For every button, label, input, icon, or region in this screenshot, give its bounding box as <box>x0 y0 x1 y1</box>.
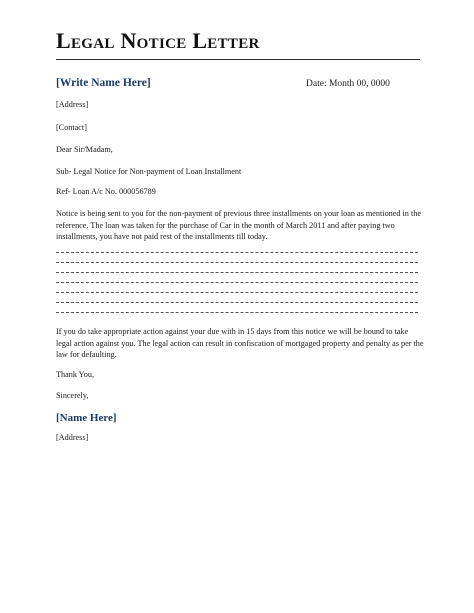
reference-line: Ref- Loan A/c No. 000056789 <box>56 187 156 196</box>
title-underline <box>56 59 420 60</box>
thanks-line: Thank You, <box>56 370 94 379</box>
subject-line: Sub- Legal Notice for Non-payment of Loan Installment <box>56 167 242 176</box>
blank-line-5 <box>56 292 418 293</box>
sign-off: Sincerely, <box>56 391 89 400</box>
letter-title: Legal Notice Letter <box>56 28 260 53</box>
blank-line-1 <box>56 252 418 253</box>
blank-line-3 <box>56 272 418 273</box>
sender-address: [Address] <box>56 100 89 109</box>
body-paragraph-2: If you do take appropriate action against your due with in 15 days from this notice we will be bound to take legal action against you. The legal action can result in confiscation of mortgaged property and penalty as per the law for defaulting. <box>56 327 424 359</box>
salutation: Dear Sir/Madam, <box>56 145 113 154</box>
blank-line-7 <box>56 312 418 313</box>
blank-line-4 <box>56 282 418 283</box>
letter-date: Date: Month 00, 0000 <box>306 79 390 89</box>
body-paragraph-1: Notice is being sent to you for the non-payment of previous three installments on your loan as mentioned in the reference. The loan was taken for the purchase of Car in the month of March 2011 and after paying two installments, you have not paid rest of the installments till today. <box>56 209 421 241</box>
sender-name-placeholder: [Write Name Here] <box>56 77 151 89</box>
blank-line-6 <box>56 302 418 303</box>
blank-line-2 <box>56 262 418 263</box>
signer-name-placeholder: [Name Here] <box>56 412 117 424</box>
signer-address: [Address] <box>56 433 89 442</box>
sender-contact: [Contact] <box>56 123 87 132</box>
